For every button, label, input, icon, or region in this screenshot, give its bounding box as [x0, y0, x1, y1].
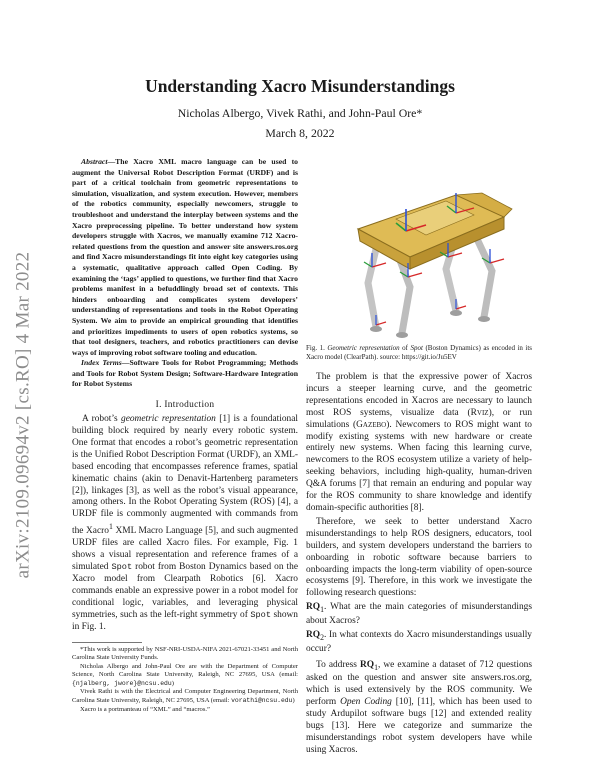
code-spot-2: Spot — [250, 609, 271, 620]
method-paragraph — [306, 660, 532, 757]
intro-text-a: A robot’s — [82, 414, 122, 425]
paper-date: March 8, 2022 — [265, 126, 335, 140]
abstract-text: —The Xacro XML macro language can be used to augment the Universal Robot Description Format (URDF) and is part of a critical toolchain from geometric representations to simulation, visualization, and system execution. However, members of the robotics community, especially newcomers, struggle to troubleshoot and understand the interplay between systems and the Xacro preprocessing pipeline. To better understand how system developers struggle with Xacros, we manually examine 712 Xacro-related questions from the question and answer site answers.ros.org and find Xacro misunderstandings fit into eight key categories using a systematic, qualitative approach called Open Coding. By examining the ‘tags’ applied to questions, we further find that Xacro problems manifest in a befuddlingly broad set of contexts. This hinders onboarding and complicates system developers’ understanding of representations and tools in the Robot Operating System. We aim to provide an empirical grounding that identifies and prioritizes impediments to users of open robotics systems, so that tool designers, teachers, and robotics practitioners can devise ways of improving robot software tooling and education. — [72, 157, 298, 357]
affil-2-text: Vivek Rathi is with the Electrical and Computer Engineering Department, North Carolina State University, Raleigh, NC 27695, USA (email: — [72, 688, 298, 705]
method-text-a: To address — [316, 659, 361, 670]
index-terms — [72, 358, 298, 390]
gazebo-term: Gazebo — [356, 419, 387, 430]
footnote-affiliation-1 — [72, 663, 298, 689]
right-column — [306, 157, 532, 759]
intro-paragraph — [72, 414, 298, 633]
affil-1-text: Nicholas Albergo and John-Paul Ore are with the Department of Computer Science, North Carolina State University, Raleigh, NC 27695, USA (email: — [72, 662, 298, 679]
footnote-1: Xacro is a portmanteau of “XML” and “macros.” — [80, 705, 210, 713]
caption-label: Fig. 1. — [306, 344, 328, 352]
method-text-b: , we examine a dataset of 712 questions asked on the question and answer site answers.ros.org, which is used extensively by the ROS community. We perform — [306, 659, 532, 708]
problem-text-a: The problem is that the expressive power of Xacros incurs a steeper learning curve, and the geometric representations encoded in Xacros are necessary to launch most ROS systems, visualize data ( — [306, 372, 532, 418]
caption-text-c: (Boston Dynamics) as encoded in its Xacro model (ClearPath). source: https://git.io/Ju5EV — [306, 344, 533, 361]
rq1-text: . What are the main categories of misunderstandings about Xacros? — [306, 602, 532, 626]
index-terms-text: —Software Tools for Robot Programming; Methods and Tools for Robot System Design; Software-Hardware Integration for Robot Systems — [72, 358, 298, 389]
method-rq-subscript: 1 — [374, 662, 378, 672]
rq2-text: . In what contexts do Xacro misunderstandings usually occur? — [306, 629, 532, 654]
footnote-affiliation-2 — [72, 688, 298, 705]
problem-text-b: ), or run simulations ( — [306, 407, 533, 430]
rq1-subscript: 1 — [320, 605, 324, 615]
intro-text-c: XML Macro Language [5], and such augmented URDF files are called Xacro files. For example, Fig. 1 shows a visual representation and reference frames of a simulated — [72, 526, 299, 573]
paper-title: Understanding Xacro Misunderstandings — [145, 76, 455, 96]
problem-paragraph — [306, 372, 532, 515]
affil-2-close: ) — [292, 697, 295, 705]
motivation-paragraph: Therefore, we seek to better understand Xacro misunderstandings to help ROS designers, educators, tool builders, and system developers understand the barriers to onboarding in robotic software because barriers to onboarding impacts the long-term viability of open-source ecosystems [9]. Therefore, in this work we investigate the following research questions: — [306, 516, 532, 599]
affil-2-email: vorathi@ncsu.edu — [231, 697, 293, 705]
method-rq-label: RQ — [360, 659, 375, 670]
spot-robot-illustration — [306, 157, 532, 342]
footnote-rule — [72, 642, 142, 643]
affil-1-email: {njalberg, jwore}@ncsu.edu — [72, 679, 172, 687]
arxiv-identifier: arXiv:2109.09694v2 [cs.RO] 4 Mar 2022 — [12, 251, 34, 579]
index-terms-lead: Index Terms — [81, 358, 122, 368]
abstract-lead: Abstract — [81, 157, 108, 166]
method-emphasis: Open Coding — [340, 697, 392, 708]
research-question-1 — [306, 602, 532, 628]
caption-emphasis-2: Spot — [410, 344, 423, 352]
figure-caption — [306, 344, 532, 362]
left-column — [72, 157, 298, 714]
intro-text-b: [1] is a foundational building block required by nearly every robotic system. One format that encodes a robot’s geometric representation is the Unified Robot Description Format (URDF), an XML-based encoding that encompasses reference frames, spatial kinematic chains (akin to Denavit-Hartenberg parameters [2]), linkages [3], as well as the robot’s visual appearance, among others. In the Robot Operating System (ROS) [4], a URDF file is commonly augmented with commands from the Xacro — [72, 414, 298, 537]
footnote-funding: *This work is supported by NSF-NRI-USDA-NIFA 2021-67021-33451 and North Carolina State University Funds. — [72, 645, 298, 662]
affil-1-close: ) — [171, 679, 174, 687]
intro-text-d: robot from Boston Dynamics based on the Xacro model from Clearpath Robotics [6]. Xacro commands enable an expressive power in a robot model for conditional logic, variables, and leveraging physical symmetries, such as the left-right symmetry of — [72, 562, 298, 620]
rq1-label: RQ — [306, 602, 321, 613]
caption-text-b: of — [399, 344, 411, 352]
paper-authors: Nicholas Albergo, Vivek Rathi, and John-Paul Ore* — [177, 106, 423, 120]
section-heading-introduction: I. Introduction — [155, 400, 215, 411]
caption-emphasis-1: Geometric representation — [327, 344, 400, 352]
footnote-marker: 1 — [108, 522, 113, 532]
right-body — [306, 372, 532, 757]
abstract — [72, 157, 298, 358]
research-question-2 — [306, 630, 532, 656]
rq2-subscript: 2 — [320, 632, 324, 642]
footnotes — [72, 646, 298, 715]
rviz-term: Rviz — [470, 407, 489, 418]
intro-text-e: shown in Fig. 1. — [72, 609, 298, 632]
problem-text-c: ). Newcomers to ROS might want to modify existing systems with new hardware or create entirely new systems. When facing this learning curve, newcomers to the ROS ecosystem utilize a variety of help-seeking behaviors, including high-quality, human-driven Q&A forums [7] that remain an enduring and popular way for the ROS community to share knowledge and identify domain-specific authorities [8]. — [306, 419, 532, 513]
rq2-label: RQ — [306, 629, 321, 640]
figure-spot-robot — [306, 157, 532, 342]
method-text-c: [10], [11], which has been used to study Ardupilot software bugs [12] and extended reality bugs [13]. Here we categorize and summarize the misunderstandings robot system developers have while using Xacros. — [306, 697, 532, 755]
intro-emphasis: geometric representation — [121, 414, 216, 425]
code-spot-1: Spot — [111, 562, 133, 573]
arxiv-side-stamp — [4, 210, 42, 620]
